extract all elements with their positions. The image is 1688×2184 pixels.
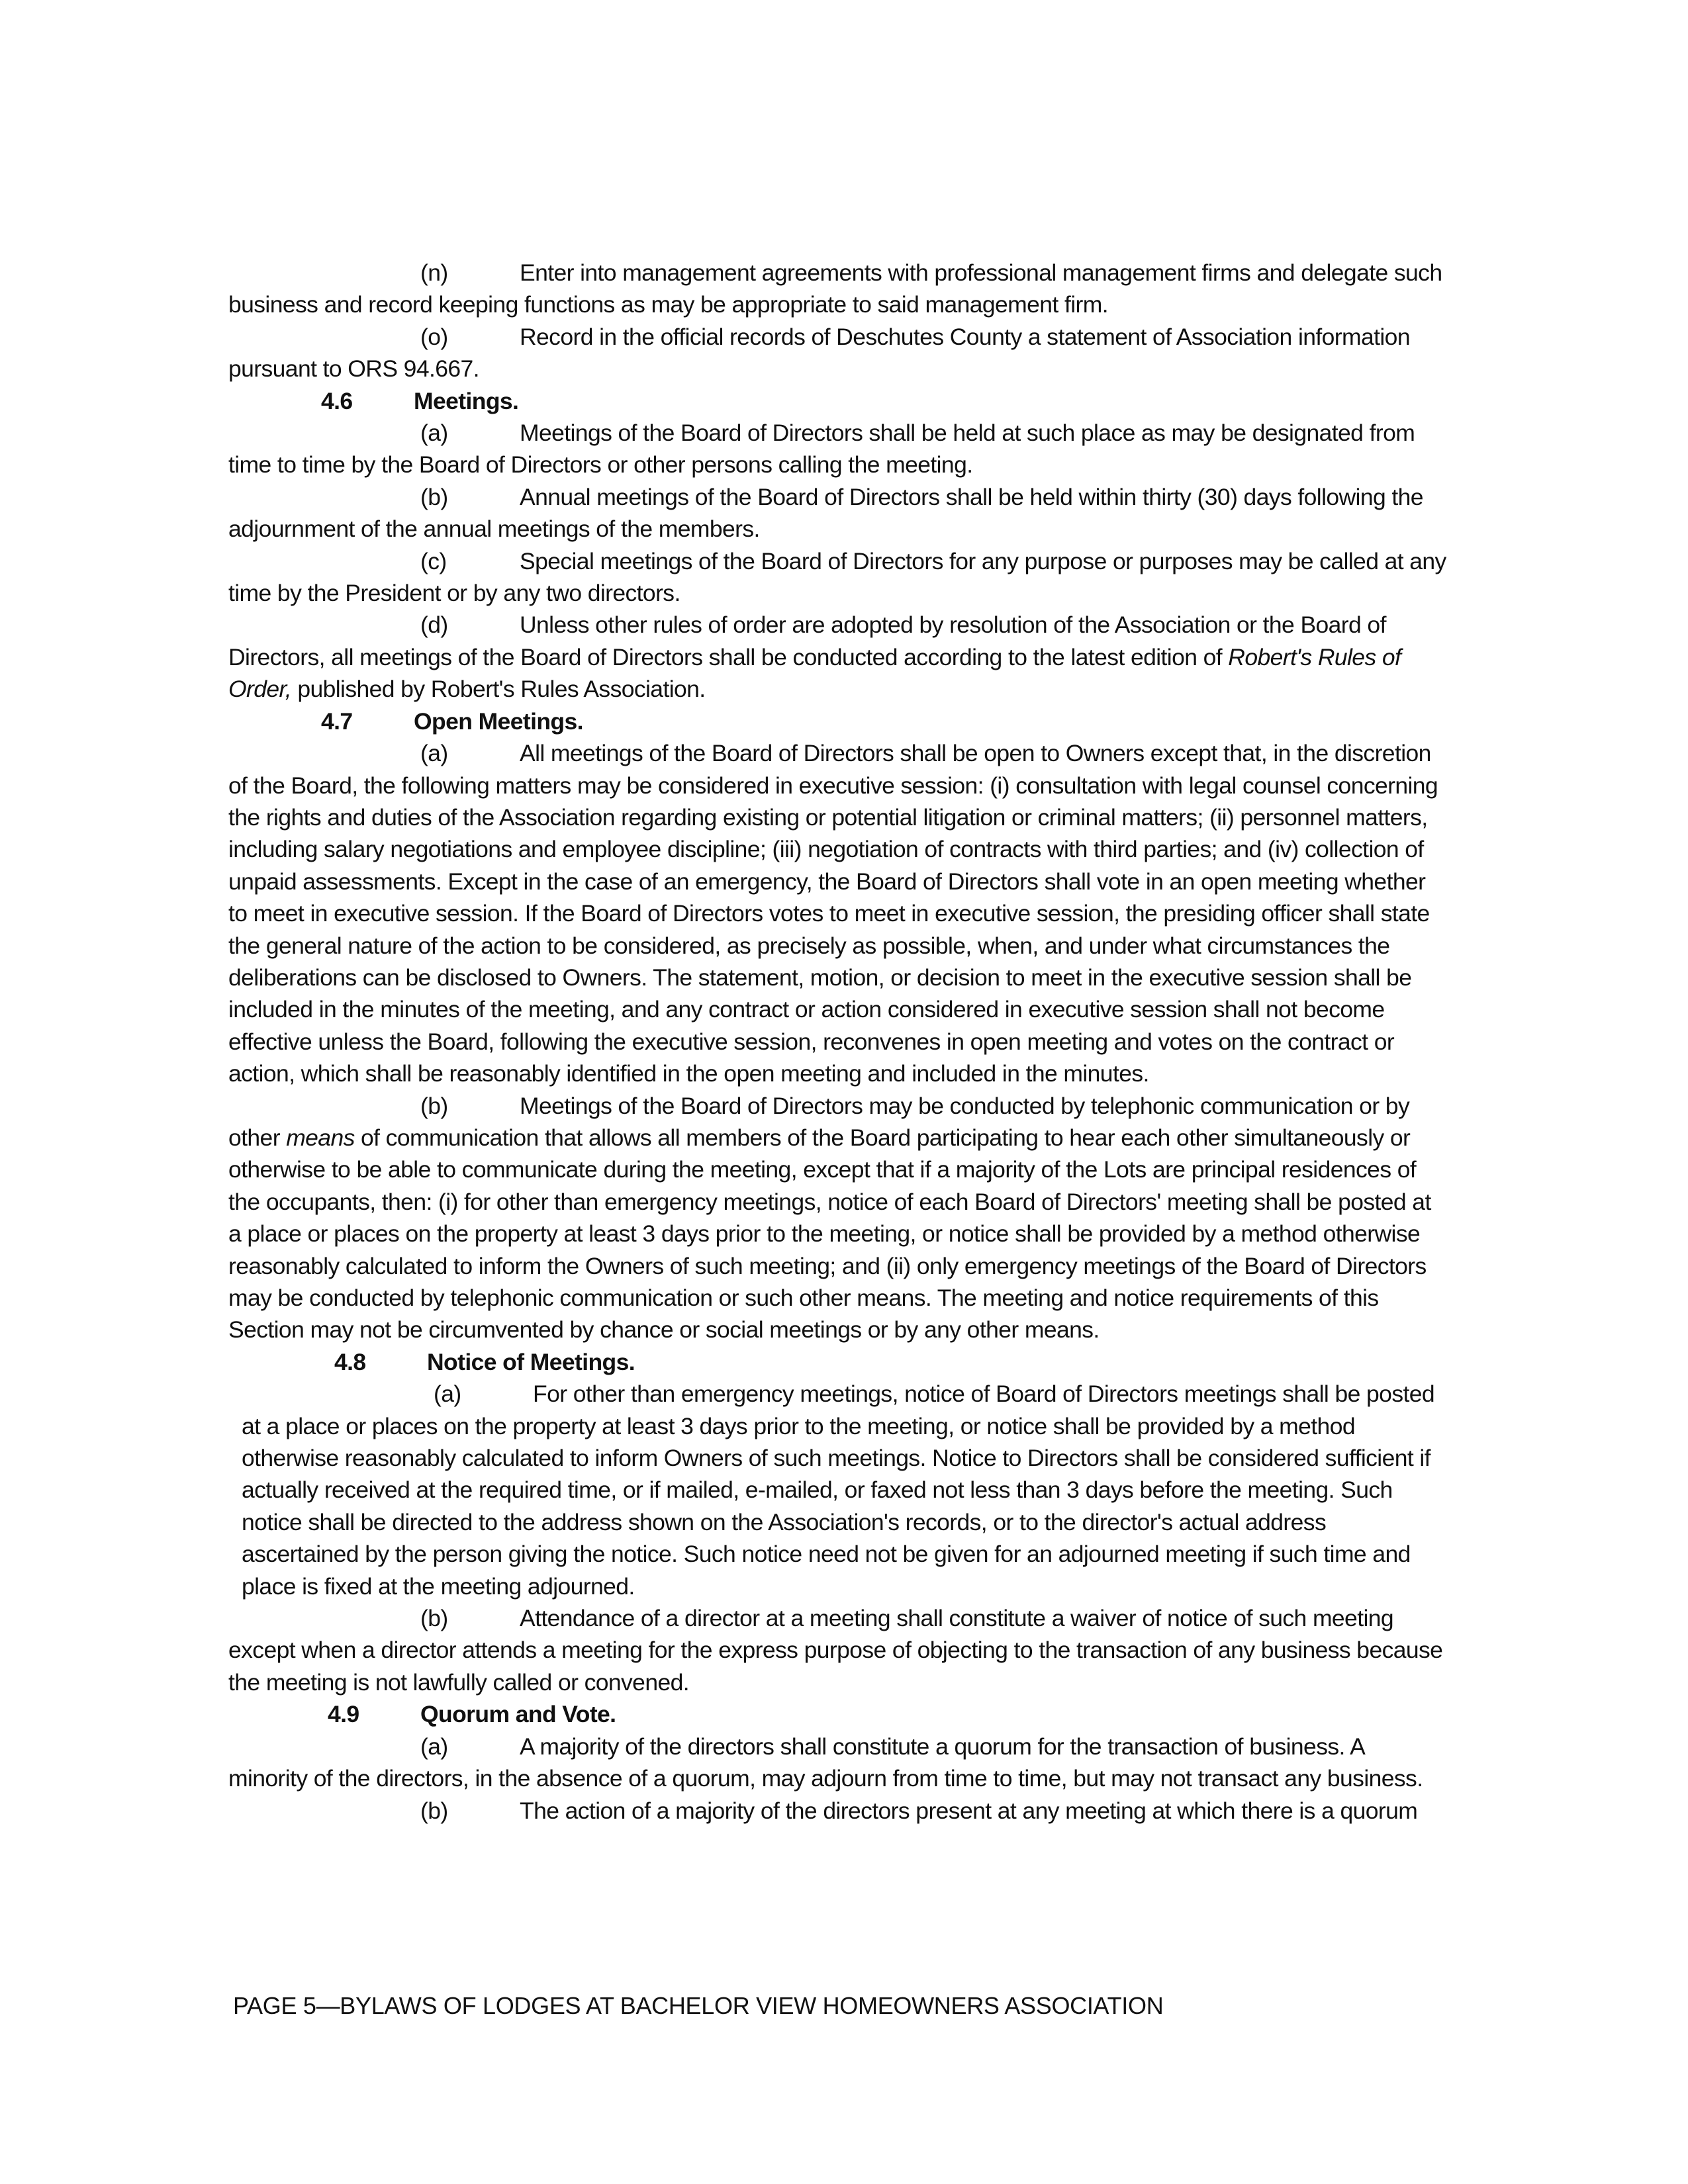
paragraph-4-7-a: [228, 737, 1446, 1089]
item-label: (n): [420, 259, 448, 286]
paragraph-text: Special meetings of the Board of Directors for any purpose or purposes may be called at any time by the President or by any two directors.: [228, 547, 1446, 607]
document-body: [228, 257, 1446, 1827]
section-title: Notice of Meetings.: [427, 1348, 635, 1375]
paragraph-4-9-a: [228, 1731, 1446, 1795]
item-label: (a): [434, 1381, 461, 1408]
section-number: 4.6: [321, 387, 353, 414]
paragraph-4-6-b: [228, 481, 1446, 545]
paragraph-text-after: of communication that allows all members of the Board participating to hear each other simultaneously or otherwise to be able to communicate during the meeting, except that if a majority of the Lots are principal residences of the occupants, then: (i) for other than emergency meetings, notice of each Board of Directors' meeting shall be posted at a place or places on the property at least 3 days prior to the meeting, or notice shall be provided by a method otherwise reasonably calculated to inform the Owners of such meeting; and (ii) only emergency meetings of the Board of Directors may be conducted by telephonic communication or such other means. The meeting and notice requirements of this Section may not be circumvented by chance or social meetings or by any other means.: [228, 1124, 1431, 1343]
section-number: 4.9: [328, 1701, 359, 1728]
paragraph-text: The action of a majority of the directors present at any meeting at which there is a quorum: [520, 1797, 1418, 1824]
paragraph-4-7-b: [228, 1090, 1446, 1346]
paragraph-text: Unless other rules of order are adopted by resolution of the Association or the Board of Directors, all meetings of the Board of Directors shall be conducted according to the latest edition of: [228, 612, 1386, 670]
item-label: (c): [420, 547, 447, 574]
section-heading-4-6: [228, 385, 1446, 417]
italic-citation: Robert's Rules of Order,: [228, 643, 1401, 703]
item-label: (o): [420, 323, 448, 350]
paragraph-4-5-n: [228, 257, 1446, 321]
item-label: (b): [420, 1797, 448, 1824]
paragraph-4-6-c: [228, 545, 1446, 610]
paragraph-4-8-a: [228, 1378, 1446, 1602]
item-label: (a): [420, 1733, 448, 1760]
section-title: Meetings.: [414, 387, 519, 414]
paragraph-text: Meetings of the Board of Directors may be conducted by telephonic communication or by other: [228, 1092, 1410, 1151]
section-heading-4-7: [228, 705, 1446, 737]
section-number: 4.7: [321, 707, 353, 735]
item-label: (a): [420, 420, 448, 447]
italic-word: means: [286, 1124, 355, 1151]
paragraph-text: All meetings of the Board of Directors shall be open to Owners except that, in the discretion of the Board, the following matters may be considered in executive session: (i) consultation with legal counsel concerning the rights and duties of the Association regarding existing or potential litigation or criminal matters; (ii) personnel matters, including salary negotiations and employee discipline; (iii) negotiation of contracts with third parties; and (iv) collection of unpaid assessments. Except in the case of an emergency, the Board of Directors shall vote in an open meeting whether to meet in executive session. If the Board of Directors votes to meet in executive session, the presiding officer shall state the general nature of the action to be considered, as precisely as possible, when, and under what circumstances the deliberations can be disclosed to Owners. The statement, motion, or decision to meet in the executive session shall be included in the minutes of the meeting, and any contract or action considered in executive session shall not become effective unless the Board, following the executive session, reconvenes in open meeting and votes on the contract or action, which shall be reasonably identified in the open meeting and included in the minutes.: [228, 740, 1438, 1087]
paragraph-4-8-b: [228, 1602, 1446, 1698]
page-footer: PAGE 5—BYLAWS OF LODGES AT BACHELOR VIEW HOMEOWNERS ASSOCIATION: [233, 1992, 1164, 2019]
paragraph-text: For other than emergency meetings, notice of Board of Directors meetings shall be posted at a place or places on the property at least 3 days prior to the meeting, or notice shall be provided by a method otherwise reasonably calculated to inform Owners of such meetings. Notice to Directors shall be considered sufficient if actually received at the required time, or if mailed, e-mailed, or faxed not less than 3 days before the meeting. Such notice shall be directed to the address shown on the Association's records, or to the director's actual address ascertained by the person giving the notice. Such notice need not be given for an adjourned meeting if such time and place is fixed at the meeting adjourned.: [242, 1381, 1435, 1600]
paragraph-4-6-a: [228, 417, 1446, 481]
paragraph-4-9-b: [228, 1795, 1446, 1827]
paragraph-text: Record in the official records of Deschutes County a statement of Association information pursuant to ORS 94.667.: [228, 323, 1410, 383]
paragraph-text: Annual meetings of the Board of Directors shall be held within thirty (30) days following the adjournment of the annual meetings of the members.: [228, 483, 1423, 543]
paragraph-text: Meetings of the Board of Directors shall be held at such place as may be designated from time to time by the Board of Directors or other persons calling the meeting.: [228, 420, 1415, 478]
item-label: (b): [420, 483, 448, 510]
item-label: (d): [420, 612, 448, 639]
item-label: (b): [420, 1092, 448, 1119]
section-title: Open Meetings.: [414, 707, 583, 735]
paragraph-text: Attendance of a director at a meeting shall constitute a waiver of notice of such meeting except when a director attends a meeting for the express purpose of objecting to the transaction of any business because the meeting is not lawfully called or convened.: [228, 1605, 1443, 1696]
item-label: (b): [420, 1605, 448, 1632]
section-number: 4.8: [334, 1348, 366, 1375]
section-heading-4-8: [228, 1346, 1446, 1378]
section-title: Quorum and Vote.: [420, 1701, 616, 1728]
paragraph-text: Enter into management agreements with professional management firms and delegate such business and record keeping functions as may be appropriate to said management firm.: [228, 259, 1442, 318]
paragraph-4-5-o: [228, 321, 1446, 385]
item-label: (a): [420, 740, 448, 767]
section-heading-4-9: [228, 1698, 1446, 1730]
paragraph-text: A majority of the directors shall constitute a quorum for the transaction of business. A minority of the directors, in the absence of a quorum, may adjourn from time to time, but may not transact any business.: [228, 1733, 1423, 1792]
paragraph-text-after: published by Robert's Rules Association.: [291, 676, 706, 703]
paragraph-4-6-d: [228, 609, 1446, 705]
